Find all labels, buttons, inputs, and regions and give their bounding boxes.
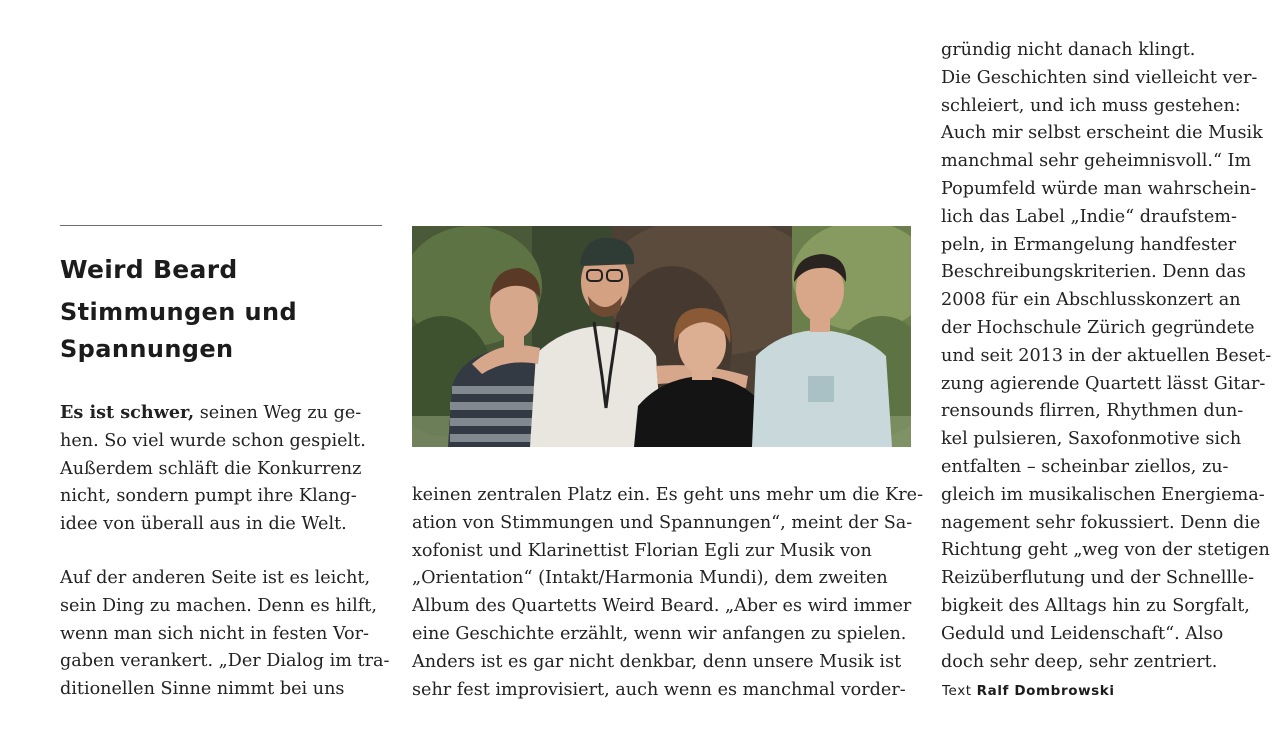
article-subtitle: Stimmungen und Spannungen [60,298,298,363]
section-divider [60,225,382,226]
text-line: ditionellen Sinne nimmt bei uns [60,679,345,700]
text-line: sein Ding zu machen. Denn es hilft, [60,595,377,616]
lead-in: Es ist schwer, [60,402,195,423]
text-line: peln, in Ermangelung handfester [941,234,1237,255]
text-line: wenn man sich nicht in festen Vor- [60,623,370,644]
text-line: Popumfeld würde man wahrschein- [941,178,1257,199]
text-line: nagement sehr fokussiert. Denn die [941,512,1261,533]
text-line: Außerdem schläft die Konkurrenz [60,458,362,479]
text-line: Album des Quartetts Weird Beard. „Aber es wird immer [412,596,912,617]
article-column-3 [941,37,1271,676]
text-fragment: seinen Weg zu ge- [194,403,362,423]
article-column-1-paragraph-2 [60,565,389,704]
author-credit [942,683,1115,699]
text-line: eine Geschichte erzählt, wenn wir anfangen zu spielen. [412,623,907,644]
credit-label: Text [942,683,972,699]
text-line: nicht, sondern pumpt ihre Klang- [60,486,357,507]
text-line: entfalten – scheinbar ziellos, zu- [941,456,1229,477]
article-title: Weird Beard [60,255,238,284]
text-line: Geduld und Leidenschaft“. Also [941,623,1224,644]
text-line: Auch mir selbst erscheint die Musik [941,123,1263,144]
text-line: doch sehr deep, sehr zentriert. [941,651,1218,672]
text-line: Die Geschichten sind vielleicht ver- [941,67,1258,88]
text-line: xofonist und Klarinettist Florian Egli zur Musik von [412,540,872,561]
text-line: schleiert, und ich muss gestehen: [941,95,1241,116]
text-line: kel pulsieren, Saxofonmotive sich [941,429,1242,450]
text-line: und seit 2013 in der aktuellen Beset- [941,345,1272,366]
text-line: gleich im musikalischen Energiema- [941,484,1265,505]
text-line: bigkeit des Alltags hin zu Sorgfalt, [941,595,1250,616]
text-line: Reizüberflutung und der Schnellle- [941,568,1255,589]
text-line: sehr fest improvisiert, auch wenn es manchmal vorder- [412,679,906,700]
text-line: keinen zentralen Platz ein. Es geht uns mehr um die Kre- [412,485,924,505]
text-line: Beschreibungskriterien. Denn das [941,262,1246,283]
credit-author: Ralf Dombrowski [976,683,1115,699]
article-column-2 [412,482,923,704]
text-line: Richtung geht „weg von der stetigen [941,540,1270,561]
text-line: zung agierende Quartett lässt Gitar- [941,373,1266,394]
text-line: hen. So viel wurde schon gespielt. [60,430,366,451]
text-line: „Orientation“ (Intakt/Harmonia Mundi), dem zweiten [412,568,888,589]
text-line: 2008 für ein Abschlusskonzert an [941,290,1241,311]
text-line: Auf der anderen Seite ist es leicht, [60,568,371,588]
text-line: der Hochschule Zürich gegründete [941,317,1255,338]
text-line [60,399,366,428]
text-line: manchmal sehr geheimnisvoll.“ Im [941,151,1252,172]
text-line: rensounds flirren, Rhythmen dun- [941,401,1244,422]
text-line: lich das Label „Indie“ draufstem- [941,206,1237,227]
band-photo [412,226,911,447]
text-line: gaben verankert. „Der Dialog im tra- [60,651,390,672]
text-line: gründig nicht danach klingt. [941,40,1196,60]
text-line: idee von überall aus in die Welt. [60,514,347,535]
article-column-1 [60,399,366,539]
text-line: ation von Stimmungen und Spannungen“, meint der Sa- [412,512,913,533]
text-line: Anders ist es gar nicht denkbar, denn unsere Musik ist [412,651,902,672]
